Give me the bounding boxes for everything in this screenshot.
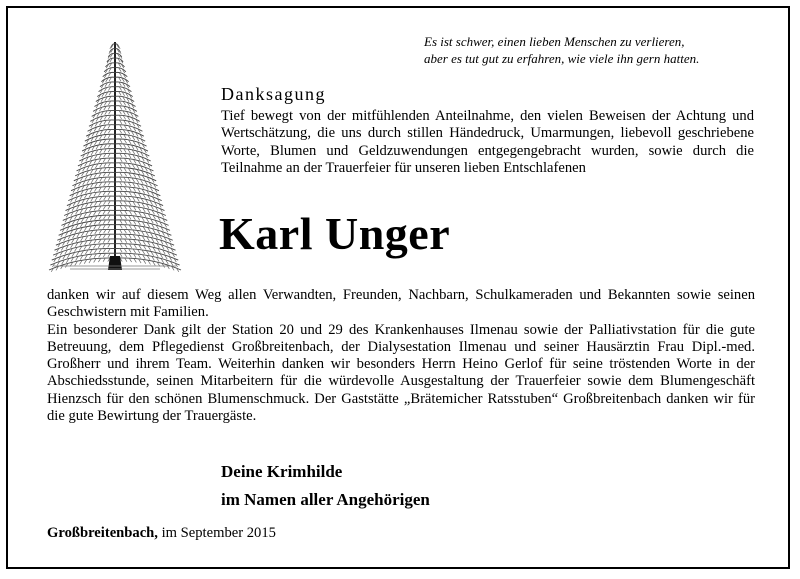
body-text: [47, 287, 755, 425]
quote-line-1: Es ist schwer, einen lieben Menschen zu verlieren,: [424, 34, 685, 49]
signature-line-2: im Namen aller Angehörigen: [221, 490, 430, 509]
signature-line-1: Deine Krimhilde: [221, 462, 343, 481]
body-paragraph-1: danken wir auf diesem Weg allen Verwandten, Freunden, Nachbarn, Schulkameraden und Bekannten sowie seinen Geschwistern mit Familien.: [47, 287, 755, 321]
intro-text: Tief bewegt von der mitfühlenden Anteilnahme, den vielen Beweisen der Achtung und Wertschätzung, die uns durch stillen Händedruck, Umarmungen, liebevoll geschriebene Worte, Blumen und Geldzuwendungen entgegengebracht wurden, sowie durch die Teilnahme an der Trauerfeier für unseren lieben Entschlafenen: [221, 108, 754, 176]
signature: [221, 458, 430, 514]
heading: Danksagung: [221, 84, 326, 104]
fir-tree-icon: [40, 38, 190, 276]
quote-line-2: aber es tut gut zu erfahren, wie viele ihn gern hatten.: [424, 51, 700, 66]
place-date-text: im September 2015: [161, 525, 276, 541]
quote: [424, 33, 774, 67]
place-date: [47, 525, 276, 542]
deceased-name: Karl Unger: [219, 208, 451, 259]
place-town: Großbreitenbach,: [47, 525, 158, 541]
body-paragraph-2: Ein besonderer Dank gilt der Station 20 und 29 des Krankenhauses Ilmenau sowie der Palliativstation für die gute Betreuung, dem Pflegedienst Großbreitenbach, der Dialysestation Ilmenau und seiner Hausärztin Frau Dipl.-med. Großherr und ihrem Team. Weiterhin danken wir besonders Herrn Heino Gerlof für seine tröstenden Worte in der Abschiedsstunde, seinen Mitarbeitern für die würdevolle Ausgestaltung der Trauerfeier sowie dem Blumengeschäft Hienzsch für den schönen Blumenschmuck. Der Gaststätte „Brätemicher Ratsstuben“ Großbreitenbach danken wir für die gute Bewirtung der Trauergäste.: [47, 321, 755, 424]
